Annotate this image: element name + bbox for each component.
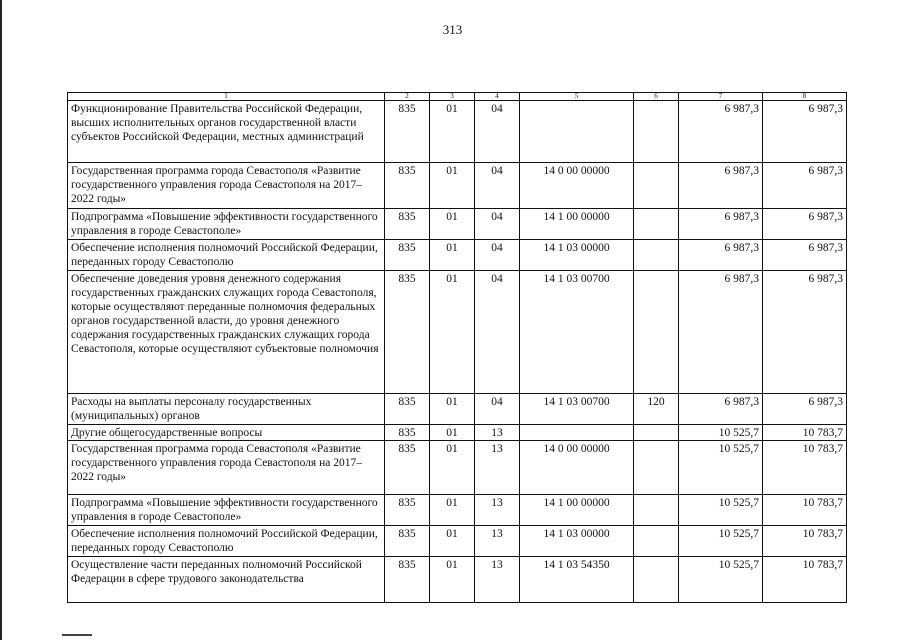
ministry-code-cell: 835 — [385, 495, 430, 526]
amount-year1-cell: 10 525,7 — [679, 557, 763, 603]
table-row — [68, 209, 847, 240]
amount-year1-cell: 10 525,7 — [679, 526, 763, 557]
budget-table — [67, 92, 847, 603]
subsection-code-cell: 04 — [475, 271, 520, 394]
table-row — [68, 394, 847, 425]
target-article-cell: 14 1 00 00000 — [520, 495, 634, 526]
amount-year2-cell: 10 783,7 — [763, 557, 847, 603]
section-code-cell: 01 — [430, 271, 475, 394]
amount-year1-cell: 10 525,7 — [679, 441, 763, 495]
section-code-cell: 01 — [430, 163, 475, 209]
subsection-code-cell: 04 — [475, 101, 520, 163]
item-name-cell: Функционирование Правительства Российской Федерации, высших исполнительных органов государственной власти субъектов Российской Федерации, местных администраций — [68, 101, 385, 163]
ministry-code-cell: 835 — [385, 271, 430, 394]
ministry-code-cell: 835 — [385, 209, 430, 240]
expense-type-cell — [634, 557, 679, 603]
expense-type-cell — [634, 271, 679, 394]
expense-type-cell — [634, 163, 679, 209]
expense-type-cell — [634, 441, 679, 495]
amount-year2-cell: 6 987,3 — [763, 271, 847, 394]
subsection-code-cell: 04 — [475, 163, 520, 209]
amount-year1-cell: 6 987,3 — [679, 271, 763, 394]
item-name-cell: Государственная программа города Севастополя «Развитие государственного управления города Севастополя на 2017–2022 годы» — [68, 441, 385, 495]
scan-border — [0, 0, 2, 640]
amount-year1-cell: 6 987,3 — [679, 209, 763, 240]
section-code-cell: 01 — [430, 526, 475, 557]
table-row — [68, 163, 847, 209]
target-article-cell — [520, 101, 634, 163]
item-name-cell: Расходы на выплаты персоналу государственных (муниципальных) органов — [68, 394, 385, 425]
column-number: 6 — [634, 93, 679, 101]
target-article-cell: 14 0 00 00000 — [520, 441, 634, 495]
ministry-code-cell: 835 — [385, 163, 430, 209]
table-row — [68, 441, 847, 495]
target-article-cell: 14 1 03 54350 — [520, 557, 634, 603]
amount-year1-cell: 6 987,3 — [679, 101, 763, 163]
amount-year2-cell: 10 783,7 — [763, 495, 847, 526]
table-row — [68, 271, 847, 394]
column-number: 7 — [679, 93, 763, 101]
column-number: 4 — [475, 93, 520, 101]
subsection-code-cell: 13 — [475, 495, 520, 526]
section-code-cell: 01 — [430, 394, 475, 425]
item-name-cell: Государственная программа города Севастополя «Развитие государственного управления города Севастополя на 2017–2022 годы» — [68, 163, 385, 209]
amount-year1-cell: 10 525,7 — [679, 425, 763, 441]
column-number: 5 — [520, 93, 634, 101]
ministry-code-cell: 835 — [385, 394, 430, 425]
ministry-code-cell: 835 — [385, 101, 430, 163]
table-row — [68, 101, 847, 163]
item-name-cell: Обеспечение исполнения полномочий Российской Федерации, переданных городу Севастополю — [68, 526, 385, 557]
column-number-row — [68, 93, 847, 101]
amount-year2-cell: 6 987,3 — [763, 101, 847, 163]
page-number: 313 — [442, 22, 463, 37]
amount-year2-cell: 10 783,7 — [763, 526, 847, 557]
item-name-cell: Другие общегосударственные вопросы — [68, 425, 385, 441]
table-row — [68, 557, 847, 603]
table-row — [68, 240, 847, 271]
amount-year2-cell: 10 783,7 — [763, 425, 847, 441]
target-article-cell: 14 1 03 00700 — [520, 271, 634, 394]
section-code-cell: 01 — [430, 425, 475, 441]
target-article-cell: 14 1 03 00000 — [520, 240, 634, 271]
section-code-cell: 01 — [430, 240, 475, 271]
expense-type-cell — [634, 240, 679, 271]
item-name-cell: Подпрограмма «Повышение эффективности государственного управления в городе Севастополе» — [68, 495, 385, 526]
expense-type-cell: 120 — [634, 394, 679, 425]
expense-type-cell — [634, 425, 679, 441]
subsection-code-cell: 13 — [475, 441, 520, 495]
ministry-code-cell: 835 — [385, 441, 430, 495]
subsection-code-cell: 13 — [475, 557, 520, 603]
column-number: 3 — [430, 93, 475, 101]
ministry-code-cell: 835 — [385, 240, 430, 271]
target-article-cell: 14 0 00 00000 — [520, 163, 634, 209]
amount-year1-cell: 6 987,3 — [679, 394, 763, 425]
amount-year2-cell: 6 987,3 — [763, 394, 847, 425]
amount-year1-cell: 6 987,3 — [679, 163, 763, 209]
item-name-cell: Обеспечение исполнения полномочий Российской Федерации, переданных городу Севастополю — [68, 240, 385, 271]
section-code-cell: 01 — [430, 101, 475, 163]
item-name-cell: Подпрограмма «Повышение эффективности государственного управления в городе Севастополе» — [68, 209, 385, 240]
subsection-code-cell: 04 — [475, 209, 520, 240]
column-number: 8 — [763, 93, 847, 101]
section-code-cell: 01 — [430, 495, 475, 526]
ministry-code-cell: 835 — [385, 526, 430, 557]
amount-year1-cell: 6 987,3 — [679, 240, 763, 271]
expense-type-cell — [634, 495, 679, 526]
item-name-cell: Обеспечение доведения уровня денежного содержания государственных гражданских служащих города Севастополя, которые осуществляют переданные полномочия федеральных органов государственной власти, до уровня денежного содержания государственных гражданских служащих города Севастополя, которые осуществляют субъектовые полномочия — [68, 271, 385, 394]
section-code-cell: 01 — [430, 209, 475, 240]
table-row — [68, 425, 847, 441]
subsection-code-cell: 13 — [475, 526, 520, 557]
scan-mark — [62, 634, 92, 636]
item-name-cell: Осуществление части переданных полномочий Российской Федерации в сфере трудового законодательства — [68, 557, 385, 603]
amount-year1-cell: 10 525,7 — [679, 495, 763, 526]
target-article-cell: 14 1 03 00000 — [520, 526, 634, 557]
expense-type-cell — [634, 526, 679, 557]
section-code-cell: 01 — [430, 557, 475, 603]
ministry-code-cell: 835 — [385, 425, 430, 441]
section-code-cell: 01 — [430, 441, 475, 495]
ministry-code-cell: 835 — [385, 557, 430, 603]
subsection-code-cell: 04 — [475, 394, 520, 425]
column-number: 1 — [68, 93, 385, 101]
column-number: 2 — [385, 93, 430, 101]
amount-year2-cell: 6 987,3 — [763, 240, 847, 271]
table-row — [68, 526, 847, 557]
amount-year2-cell: 6 987,3 — [763, 209, 847, 240]
table-row — [68, 495, 847, 526]
target-article-cell: 14 1 00 00000 — [520, 209, 634, 240]
target-article-cell: 14 1 03 00700 — [520, 394, 634, 425]
amount-year2-cell: 6 987,3 — [763, 163, 847, 209]
expense-type-cell — [634, 101, 679, 163]
expense-type-cell — [634, 209, 679, 240]
amount-year2-cell: 10 783,7 — [763, 441, 847, 495]
target-article-cell — [520, 425, 634, 441]
subsection-code-cell: 13 — [475, 425, 520, 441]
subsection-code-cell: 04 — [475, 240, 520, 271]
